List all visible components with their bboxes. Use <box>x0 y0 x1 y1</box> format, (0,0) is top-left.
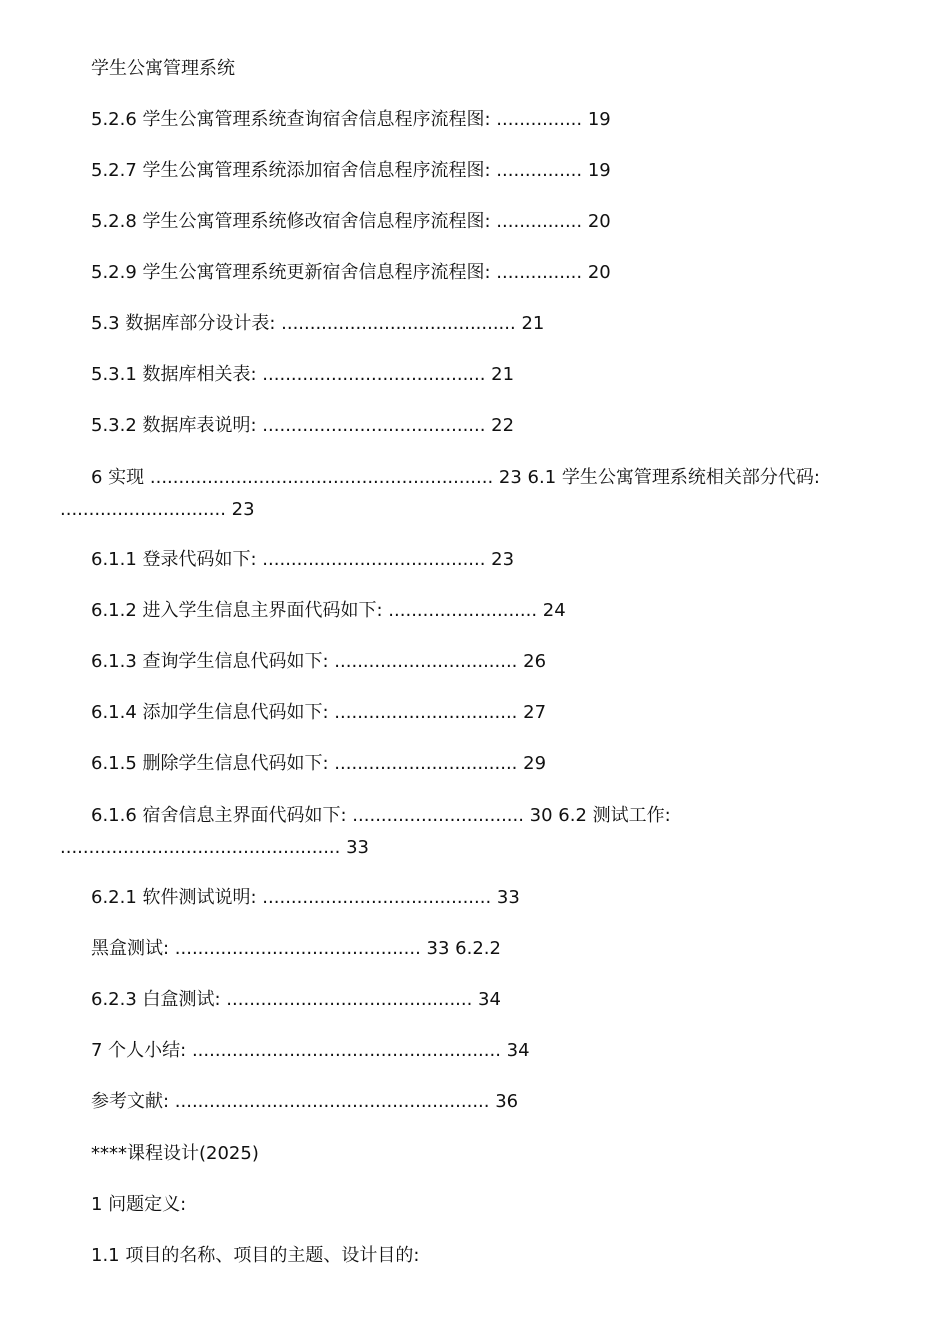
toc-entry-5-2-8: 5.2.8 学生公寓管理系统修改宿舍信息程序流程图: ............... 20 <box>91 211 611 232</box>
toc-entry-6-1-5: 6.1.5 删除学生信息代码如下: ................................ 29 <box>91 753 547 774</box>
toc-entry-5-3-1: 5.3.1 数据库相关表: ....................................... 21 <box>91 364 515 385</box>
toc-entry-5-2-7: 5.2.7 学生公寓管理系统添加宿舍信息程序流程图: ............... 19 <box>91 160 611 181</box>
toc-entry-6-1-4: 6.1.4 添加学生信息代码如下: ................................ 27 <box>91 702 547 723</box>
toc-entry-black-box: 黑盒测试: ........................................... 33 6.2.2 <box>91 938 501 959</box>
doc-line-title: 学生公寓管理系统 <box>91 58 235 79</box>
toc-entry-6: 6 实现 ............................................................ 23 6.1 学生公寓管理系统相关部分代码: <box>91 467 820 488</box>
toc-entry-6-2-1: 6.2.1 软件测试说明: ........................................ 33 <box>91 887 520 908</box>
toc-entry-5-3: 5.3 数据库部分设计表: ......................................... 21 <box>91 313 545 334</box>
toc-entry-6-1-3: 6.1.3 查询学生信息代码如下: ................................ 26 <box>91 651 547 672</box>
toc-entry-5-3-2: 5.3.2 数据库表说明: ....................................... 22 <box>91 415 515 436</box>
toc-entry-6-1-continuation: ............................. 23 <box>60 499 255 520</box>
toc-entry-6-1-1: 6.1.1 登录代码如下: ....................................... 23 <box>91 549 515 570</box>
toc-entry-references: 参考文献: ....................................................... 36 <box>91 1091 519 1112</box>
doc-heading-course-design: ****课程设计(2025) <box>91 1143 259 1164</box>
toc-entry-7: 7 个人小结: ...................................................... 34 <box>91 1040 530 1061</box>
doc-heading-project-name: 1.1 项目的名称、项目的主题、设计目的: <box>91 1245 420 1266</box>
toc-entry-6-1-6: 6.1.6 宿舍信息主界面代码如下: .............................. 30 6.2 测试工作: <box>91 805 671 826</box>
toc-entry-5-2-6: 5.2.6 学生公寓管理系统查询宿舍信息程序流程图: ............... 19 <box>91 109 611 130</box>
doc-heading-problem-definition: 1 问题定义: <box>91 1194 187 1215</box>
toc-entry-6-2-3: 6.2.3 白盒测试: ........................................... 34 <box>91 989 501 1010</box>
toc-entry-6-1-2: 6.1.2 进入学生信息主界面代码如下: .......................... 24 <box>91 600 566 621</box>
toc-entry-5-2-9: 5.2.9 学生公寓管理系统更新宿舍信息程序流程图: ............... 20 <box>91 262 611 283</box>
toc-entry-6-2-continuation: ................................................. 33 <box>60 837 369 858</box>
